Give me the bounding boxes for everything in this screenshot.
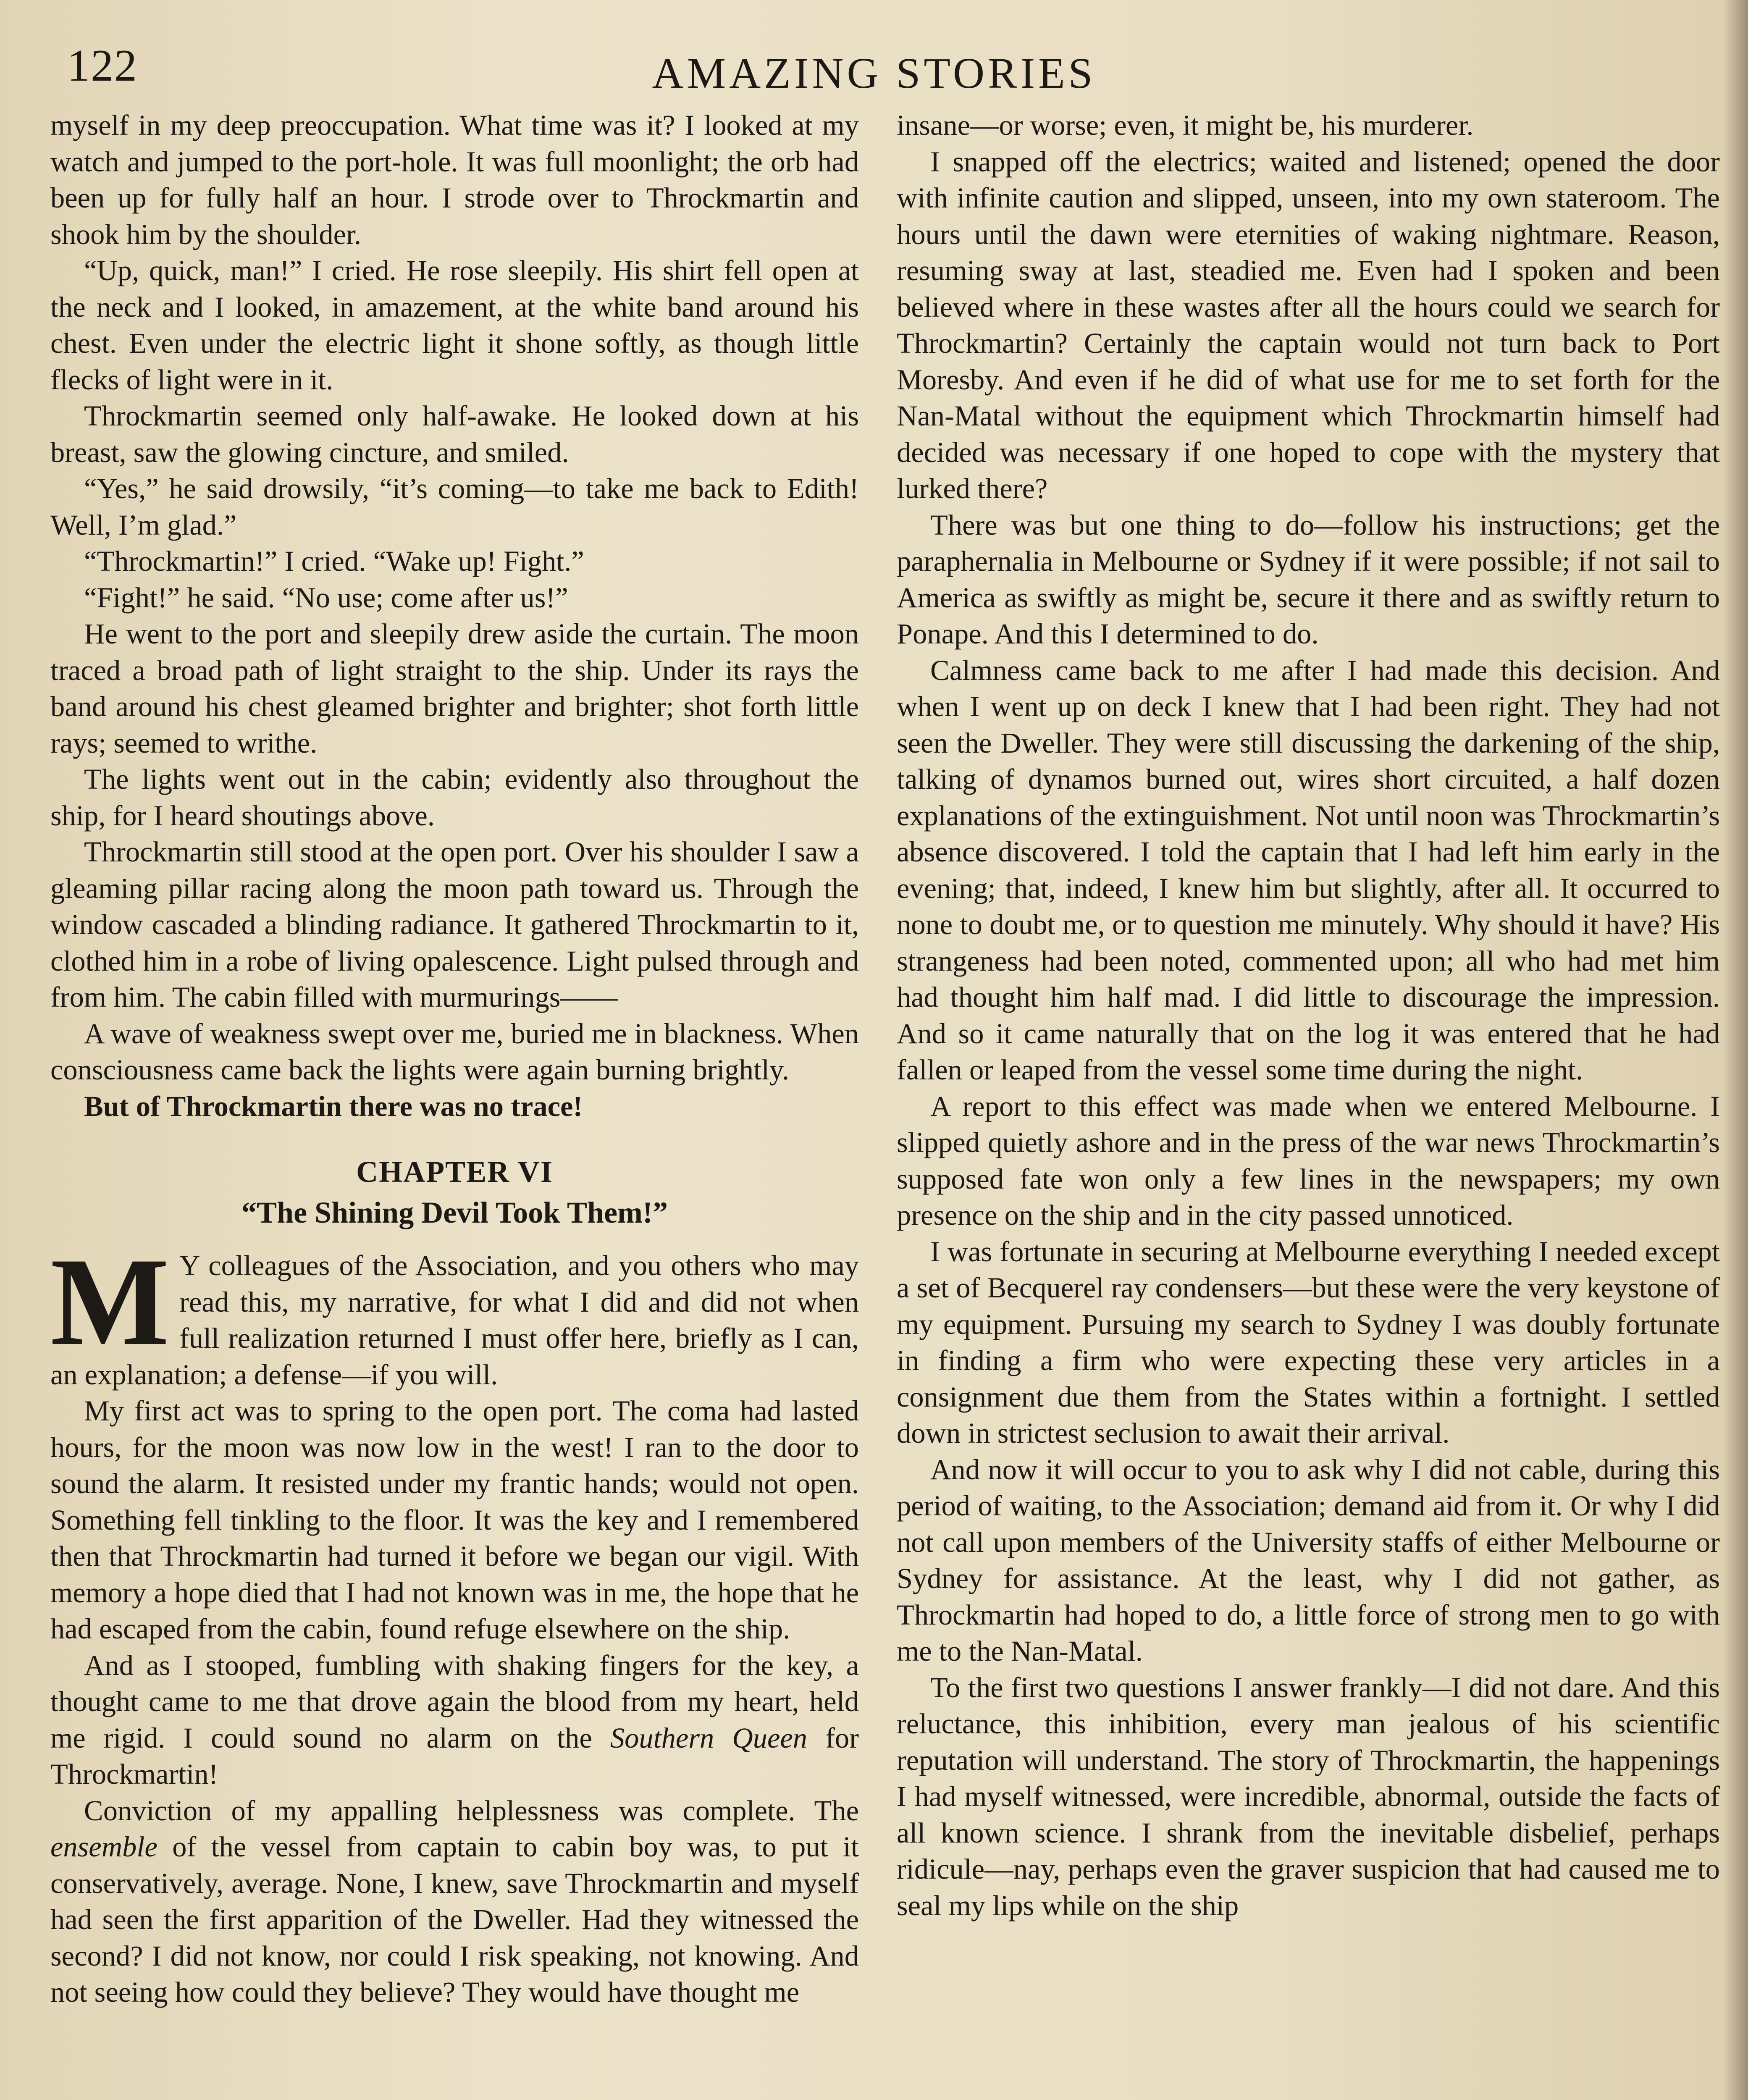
paragraph: myself in my deep preoccupation. What time was it? I looked at my watch and jumped to the port-hole. It was full moonlight; the orb had been up for fully half an hour. I strode over to Throckmartin and shook him by the shoulder.	[50, 109, 859, 250]
ship-name: Southern Queen	[610, 1722, 808, 1754]
paragraph: And now it will occur to you to ask why I did not cable, during this period of waiting, to the Association; demand aid from it. Or why I did not call upon members of the University staffs of either Melbourne or Sydney for assistance. At the least, why I did not gather, as Throckmartin had hoped to do, a little force of strong men to go with me to the Nan-Matal.	[897, 1453, 1720, 1667]
paragraph-text: for Throckmartin!	[50, 1722, 859, 1790]
paragraph: “Yes,” he said drowsily, “it’s coming—to take me back to Edith! Well, I’m glad.”	[50, 472, 859, 541]
paragraph: The lights went out in the cabin; evidently also throughout the ship, for I heard shoutings above.	[50, 763, 859, 832]
paragraph: My first act was to spring to the open port. The coma had lasted hours, for the moon was now low in the west! I ran to the door to sound the alarm. It resisted under my frantic hands; would not open. Something fell tinkling to the floor. It was the key and I remembered then that Throckmartin had turned it before we began our vigil. With memory a hope died that I had not known was in me, the hope that he had escaped from the cabin, found refuge elsewhere on the ship.	[50, 1395, 859, 1645]
paragraph	[50, 1647, 859, 1793]
paragraph: I snapped off the electrics; waited and listened; opened the door with infinite caution and slipped, unseen, into my own stateroom. The hours until the dawn were eternities of waking nightmare. Reason, resuming sway at last, steadied me. Even had I spoken and been believed where in these wastes after all the hours could we search for Throckmartin? Certainly the captain would not turn back to Port Moresby. And even if he did of what use for me to set forth for the Nan-Matal without the equipment which Throckmartin himself had decided was necessary if one hoped to cope with the mystery that lurked there?	[897, 145, 1720, 504]
paragraph: He went to the port and sleepily drew aside the curtain. The moon traced a broad path of light straight to the ship. Under its rays the band around his chest gleamed brighter and brighter; shot forth little rays; seemed to writhe.	[50, 618, 859, 759]
chapter-heading: CHAPTER VI	[356, 1155, 553, 1189]
page-number: 122	[67, 41, 138, 91]
right-column	[897, 107, 1720, 2100]
paragraph-text: Conviction of my appalling helplessness was complete. The	[84, 1794, 859, 1827]
page-edge-shadow	[1723, 0, 1748, 2100]
paragraph-text: of the vessel from captain to cabin boy was, to put it conservatively, average. None, I knew, save Throckmartin and myself had seen the first apparition of the Dweller. Had they witnessed the second? I did not know, nor could I risk speaking, not knowing. And not seeing how could they believe? They would have thought me	[50, 1831, 859, 2008]
paragraph: Throckmartin seemed only half-awake. He looked down at his breast, saw the glowing cincture, and smiled.	[50, 400, 859, 468]
paragraph: I was fortunate in securing at Melbourne everything I needed except a set of Becquerel ray condensers—but these were the very keystone of my equipment. Pursuing my search to Sydney I was doubly fortunate in finding a firm who were expecting these very articles in a consignment due them from the States within a fortnight. I settled down in strictest seclusion to await their arrival.	[897, 1235, 1720, 1449]
italic-word: ensemble	[50, 1831, 157, 1863]
paragraph: insane—or worse; even, it might be, his murderer.	[897, 109, 1474, 141]
paragraph-text: And as I stooped, fumbling with shaking fingers for the key, a thought came to me that drove again the blood from my heart, held me rigid. I could sound no alarm on the	[50, 1649, 859, 1754]
paragraph: A wave of weakness swept over me, buried me in blackness. When consciousness came back the lights were again burning brightly.	[50, 1017, 859, 1086]
paragraph: “Up, quick, man!” I cried. He rose sleepily. His shirt fell open at the neck and I looked, in amazement, at the white band around his chest. Even under the electric light it shone softly, as though little flecks of light were in it.	[50, 255, 859, 396]
page-header	[0, 36, 1748, 107]
paragraph: “Throckmartin!” I cried. “Wake up! Fight.”	[84, 545, 584, 577]
drop-cap: M	[50, 1232, 170, 1371]
paragraph: “Fight!” he said. “No use; come after us!”	[84, 581, 568, 614]
paragraph: Throckmartin still stood at the open port. Over his shoulder I saw a gleaming pillar racing along the moon path toward us. Through the window cascaded a blinding radiance. It gathered Throckmartin to it, clothed him in a robe of living opalescence. Light pulsed through and from him. The cabin filled with murmurings——	[50, 836, 859, 1013]
paragraph: Calmness came back to me after I had made this decision. And when I went up on deck I knew that I had been right. They had not seen the Dweller. They were still discussing the darkening of the ship, talking of dynamos burned out, wires short circuited, a half dozen explanations of the extinguishment. Not until noon was Throckmartin’s absence discovered. I told the captain that I had left him early in the evening; that, indeed, I knew him but slightly, after all. It occurred to none to doubt me, or to question me minutely. Why should it have? His strangeness had been noted, commented upon; all who had met him had thought him half mad. I did little to discourage the impression. And so it came naturally that on the log it was entered that he had fallen or leaped from the vessel some time during the night.	[897, 654, 1720, 1086]
paragraph-text: Y colleagues of the Association, and you others who may read this, my narrative, for what I did and did not when full realization returned I must offer here, briefly as I can, an explanation; a defense—if you will.	[50, 1250, 859, 1391]
chapter-title: “The Shining Devil Took Them!”	[241, 1195, 668, 1229]
paragraph: To the first two questions I answer frankly—I did not dare. And this reluctance, this inhibition, every man jealous of his scientific reputation will understand. The story of Throckmartin, the happenings I had myself witnessed, were incredible, abnormal, outside the facts of all known science. I shrank from the inevitable disbelief, perhaps ridicule—nay, perhaps even the graver suspicion that had caused me to seal my lips while on the ship	[897, 1671, 1720, 1922]
paragraph	[50, 1793, 859, 2011]
paragraph	[50, 1232, 859, 1393]
paragraph: A report to this effect was made when we entered Melbourne. I slipped quietly ashore and in the press of the war news Throckmartin’s supposed fate won only a few lines in the newspapers; my own presence on the ship and in the city passed unnoticed.	[897, 1090, 1720, 1231]
paragraph: But of Throckmartin there was no trace!	[84, 1090, 583, 1122]
left-column	[50, 107, 859, 2100]
running-title: AMAZING STORIES	[652, 49, 1096, 97]
paragraph: There was but one thing to do—follow his instructions; get the paraphernalia in Melbourne or Sydney if it were possible; if not sail to America as swiftly as might be, secure it there and as swiftly return to Ponape. And this I determined to do.	[897, 509, 1720, 650]
